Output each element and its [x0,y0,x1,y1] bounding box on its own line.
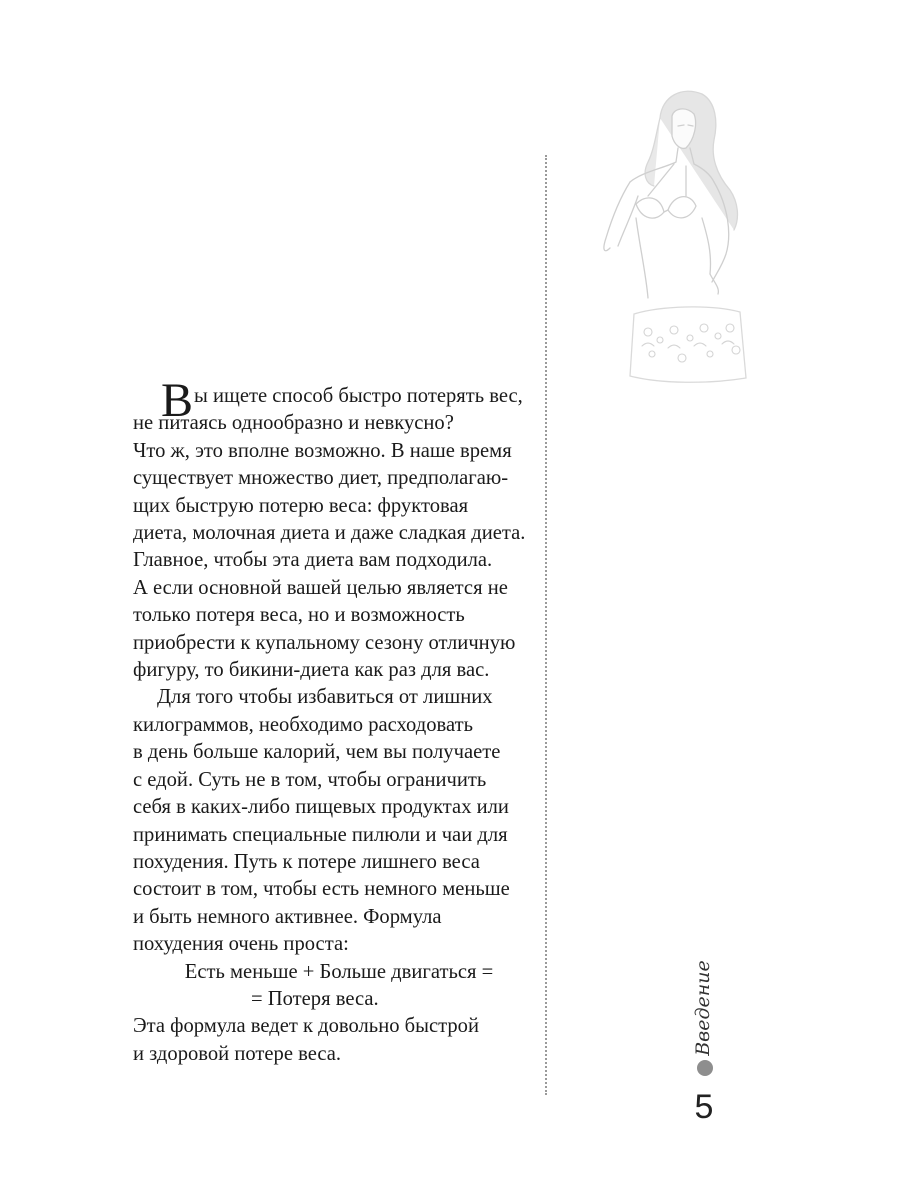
body-text [133,374,545,1068]
paragraph-3 [133,1013,545,1068]
text-line: с едой. Суть не в том, чтобы ограничить [133,768,487,791]
paragraph-2 [133,684,545,958]
formula-line-1: Есть меньше + Больше двигаться = [184,960,494,983]
text-line: диета, молочная диета и даже сладкая диета. [133,522,526,545]
page-number: 5 [694,1088,714,1126]
paragraph-1 [133,374,545,684]
text-line: фигуру, то бикини-диета как раз для вас. [133,659,490,682]
text-line: Главное, чтобы эта диета вам подходила. [133,549,493,572]
text-line: Эта формула ведет к довольно быстрой [133,1015,479,1038]
text-line: Вы ищете способ быстро потерять вес, [133,383,545,410]
dotted-divider [545,155,547,1095]
text-line: Для того чтобы избавиться от лишних [157,686,493,709]
text-line: только потеря веса, но и возможность [133,604,465,627]
drop-cap: В [161,374,194,427]
text-line: и здоровой потере веса. [133,1042,342,1065]
text-line: приобрести к купальному сезону отличную [133,631,516,654]
text-line: в день больше калорий, чем вы получаете [133,741,501,764]
text-line: похудения. Путь к потере лишнего веса [133,850,480,873]
text-line: Что ж, это вполне возможно. В наше время [133,439,512,462]
text-line: и быть немного активнее. Формула [133,905,442,928]
text-line: принимать специальные пилюли и чаи для [133,823,508,846]
formula [133,959,545,1014]
bullet-dot [697,1060,713,1076]
text-line: не питаясь однообразно и невкусно? [133,412,454,435]
text-line: существует множество диет, предполагаю- [133,467,509,490]
text-line: себя в каких-либо пищевых продуктах или [133,796,509,819]
text-line: килограммов, необходимо расходовать [133,713,473,736]
text-line: щих быструю потерю веса: фруктовая [133,494,469,517]
text-line: состоит в том, чтобы есть немного меньше [133,878,510,901]
text-line: похудения очень проста: [133,933,349,956]
section-label: Введение [692,960,714,1056]
woman-bikini-illustration [590,78,765,388]
text-line: А если основной вашей целью является не [133,576,508,599]
formula-line-2: = Потеря веса. [251,987,379,1010]
